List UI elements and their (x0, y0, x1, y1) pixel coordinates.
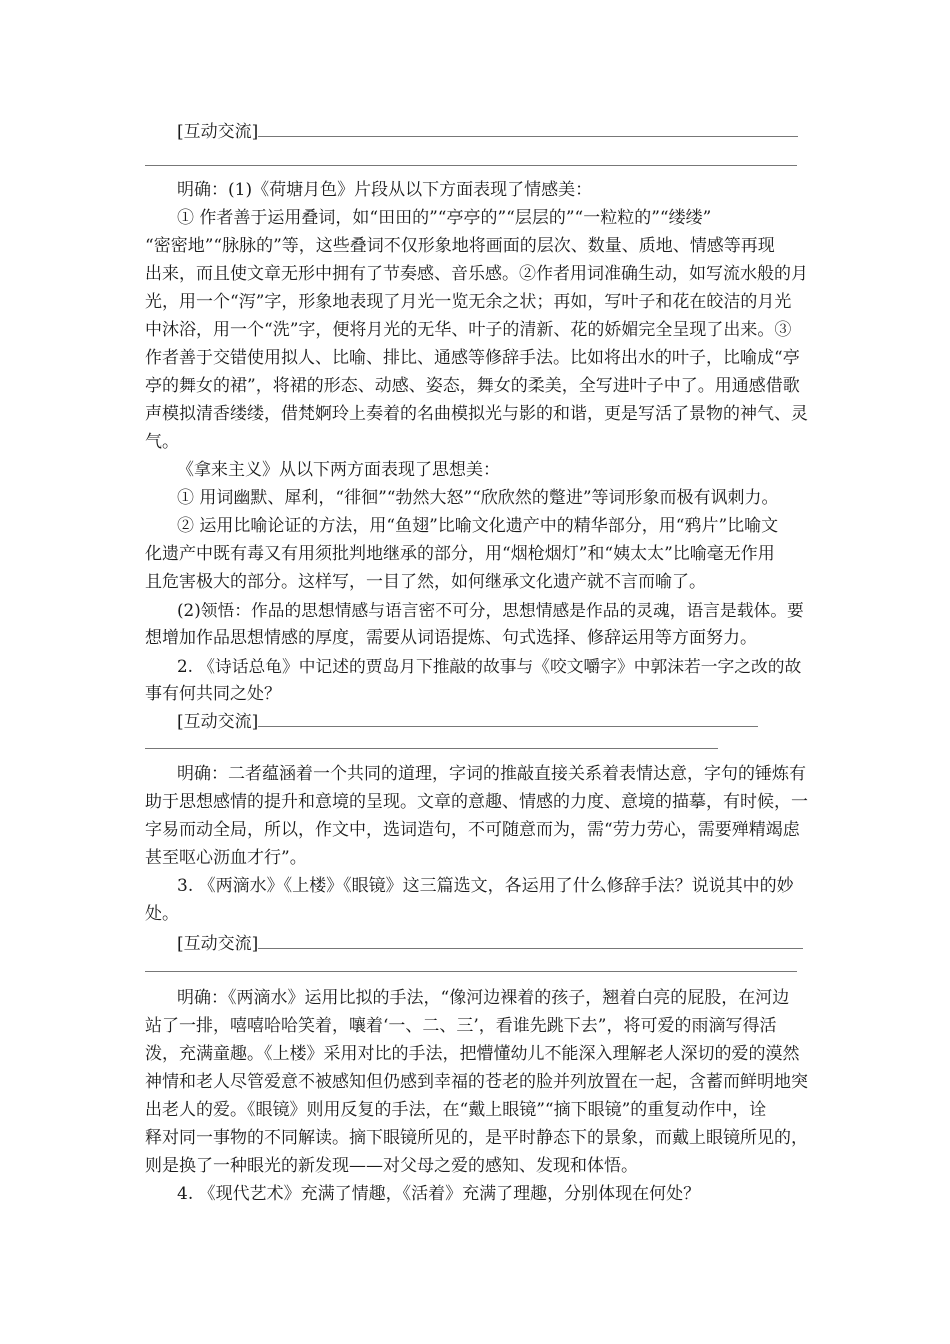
exchange-label: [互动交流] (177, 712, 259, 732)
answer-line: 亭的舞女的裙”，将裙的形态、动感、姿态，舞女的柔美，全写进叶子中了。用通感借歌 (145, 376, 800, 396)
answer-line: 化遗产中既有毒又有用须批判地继承的部分，用“烟枪烟灯”和“姨太太”比喻毫无作用 (145, 544, 775, 564)
answer-blank (258, 120, 798, 137)
answer-line: 字易而动全局，所以，作文中，选词造句，不可随意而为，需“劳力劳心，需要殚精竭虑 (145, 820, 800, 840)
exchange-label: [互动交流] (177, 934, 259, 954)
answer-line: “密密地”“脉脉的”等，这些叠词不仅形象地将画面的层次、数量、质地、情感等再现 (145, 236, 775, 256)
answer-line: 作者善于交错使用拟人、比喻、排比、通感等修辞手法。比如将出水的叶子，比喻成“亭 (145, 348, 800, 368)
answer-line: 明确：二者蕴涵着一个共同的道理，字词的推敲直接关系着表情达意，字句的锤炼有 (177, 764, 806, 784)
answer-line: 出来，而且使文章无形中拥有了节奏感、音乐感。②作者用词准确生动，如写流水般的月 (145, 264, 808, 284)
answer-line: ② 运用比喻论证的方法，用“鱼翅”比喻文化遗产中的精华部分，用“鸦片”比喻文 (177, 516, 779, 536)
answer-line: 甚至呕心沥血才行”。 (145, 848, 307, 868)
question-line: 事有何共同之处？ (145, 684, 281, 704)
answer-line: ① 作者善于运用叠词，如“田田的”“亭亭的”“层层的”“一粒粒的”“缕缕” (177, 208, 712, 228)
exchange-label: [互动交流] (177, 122, 259, 142)
answer-line: 明确：(1)《荷塘月色》片段从以下方面表现了情感美： (177, 180, 593, 200)
answer-line: 出老人的爱。《眼镜》则用反复的手法，在“戴上眼镜”“摘下眼镜”的重复动作中，诠 (145, 1100, 767, 1120)
answer-line: 气。 (145, 432, 179, 452)
answer-line: 明确：《两滴水》运用比拟的手法，“像河边裸着的孩子，翘着白亮的屁股，在河边 (177, 988, 790, 1008)
exchange-line (177, 930, 810, 958)
answer-line: 站了一排，嘻嘻哈哈笑着，嚷着‘一、二、三’，看谁先跳下去”，将可爱的雨滴写得活 (145, 1016, 777, 1036)
answer-line: 释对同一事物的不同解读。摘下眼镜所见的，是平时静态下的景象，而戴上眼镜所见的， (145, 1128, 808, 1148)
answer-line: 泼，充满童趣。《上楼》采用对比的手法，把懵懂幼儿不能深入理解老人深切的爱的漠然 (145, 1044, 800, 1064)
question-line: 4. 《现代艺术》充满了情趣，《活着》充满了理趣，分别体现在何处？ (177, 1184, 701, 1204)
answer-rule (145, 165, 797, 166)
exchange-line (177, 118, 810, 146)
answer-line: 且危害极大的部分。这样写，一目了然，如何继承文化遗产就不言而喻了。 (145, 572, 706, 592)
answer-line: 中沐浴，用一个“洗”字，便将月光的无华、叶子的清新、花的娇媚完全呈现了出来。③ (145, 320, 792, 340)
exchange-line (177, 708, 810, 736)
answer-rule (145, 971, 797, 972)
answer-line: 神情和老人尽管爱意不被感知但仍感到幸福的苍老的脸并列放置在一起，含蓄而鲜明地突 (145, 1072, 808, 1092)
answer-line: 助于思想感情的提升和意境的呈现。文章的意趣、情感的力度、意境的描摹，有时候，一 (145, 792, 808, 812)
answer-line: ① 用词幽默、犀利，“徘徊”“勃然大怒”“欣欣然的蹩进”等词形象而极有讽刺力。 (177, 488, 779, 508)
question-line: 处。 (145, 904, 179, 924)
answer-blank (258, 710, 758, 727)
answer-line: 光，用一个“泻”字，形象地表现了月光一览无余之状；再如，写叶子和花在皎洁的月光 (145, 292, 792, 312)
answer-line: (2)领悟：作品的思想情感与语言密不可分，思想情感是作品的灵魂，语言是载体。要 (177, 600, 804, 620)
answer-line: 则是换了一种眼光的新发现——对父母之爱的感知、发现和体悟。 (145, 1156, 638, 1176)
answer-line: 想增加作品思想情感的厚度，需要从词语提炼、句式选择、修辞运用等方面努力。 (145, 628, 757, 648)
answer-blank (258, 932, 803, 949)
answer-rule (145, 748, 718, 749)
answer-line: 《拿来主义》从以下两方面表现了思想美： (177, 460, 500, 480)
question-line: 2. 《诗话总龟》中记述的贾岛月下推敲的故事与《咬文嚼字》中郭沫若一字之改的故 (177, 656, 802, 676)
question-line: 3. 《两滴水》《上楼》《眼镜》这三篇选文，各运用了什么修辞手法？说说其中的妙 (177, 876, 794, 896)
answer-line: 声模拟清香缕缕，借梵婀玲上奏着的名曲模拟光与影的和谐，更是写活了景物的神气、灵 (145, 404, 808, 424)
